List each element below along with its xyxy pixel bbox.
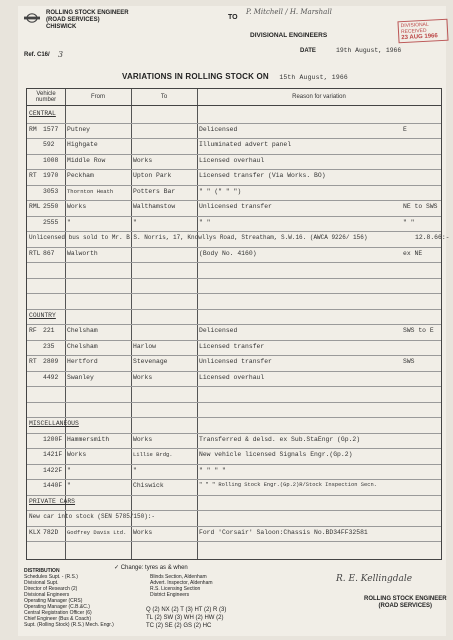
vehicle-number: 1200F <box>43 435 63 443</box>
table-row <box>27 340 441 353</box>
lt-roundel-logo <box>24 10 40 20</box>
table-row <box>27 169 441 182</box>
header-divider <box>27 105 441 106</box>
vehicle-number: 867 <box>43 249 55 257</box>
from-cell: " <box>67 466 71 474</box>
table-row <box>27 526 441 539</box>
date-value: 19th August, 1966 <box>336 47 402 54</box>
section-heading: COUNTRY <box>29 311 56 319</box>
col-to: To <box>160 94 168 100</box>
signatory-line-1: ROLLING STOCK ENGINEER <box>364 596 447 602</box>
vehicle-number: 1970 <box>43 172 59 179</box>
section-heading: MISCELLANEOUS <box>29 420 79 427</box>
from-cell: Chelsham <box>67 342 98 350</box>
from-cell: Thornton Heath <box>67 187 114 195</box>
pencil-check-icon: ✓ <box>114 565 120 571</box>
office-line: R.S. Licensing Section <box>150 586 201 592</box>
blank-row <box>27 402 441 415</box>
distribution-item: Operating Manager (CRS) <box>24 598 83 604</box>
to-cell: Works <box>133 373 153 381</box>
from-cell: Godfrey Davis Ltd. <box>67 528 127 536</box>
table-row <box>27 138 441 151</box>
ref-label: Ref. C16/ <box>24 52 50 58</box>
vehicle-number: 2809 <box>43 358 59 365</box>
table-row <box>27 371 441 384</box>
vehicle-prefix: RML <box>29 203 41 210</box>
blank-row <box>27 293 441 306</box>
from-cell: " <box>67 218 71 226</box>
distribution-title: DISTRIBUTION <box>24 568 60 574</box>
vehicle-number: 2555 <box>43 218 59 226</box>
vehicle-prefix: RM <box>29 125 37 133</box>
reason-cell: Licensed overhaul <box>199 373 265 381</box>
received-stamp <box>397 19 448 44</box>
to-cell: Lillie Brdg. <box>133 451 173 458</box>
table-row <box>27 324 441 337</box>
stamp-line-3: 23 AUG 1966 <box>401 33 438 42</box>
signature: R. E. Kellingdale <box>336 574 413 584</box>
from-cell: Swanley <box>67 373 94 381</box>
from-cell: Walworth <box>67 249 98 257</box>
from-cell: " <box>67 482 71 489</box>
date-label: DATE <box>300 48 316 54</box>
vehicle-number: 782D <box>43 528 59 536</box>
blank-row <box>27 386 441 399</box>
vehicle-prefix: RT <box>29 358 37 365</box>
reason-cell: Delicensed <box>199 327 238 334</box>
reason-cell: (Body No. 4160) <box>199 249 257 257</box>
note-text: New car into stock (SEN 5785/150):- <box>29 513 156 520</box>
vehicle-number: 1008 <box>43 156 59 164</box>
table-row <box>27 479 441 492</box>
stamp-line-2: RECEIVED <box>400 27 427 36</box>
table-row <box>27 464 441 477</box>
to-cell: " <box>133 466 137 474</box>
reason-cell: Licensed overhaul <box>199 156 265 164</box>
reason-cell: Unlicensed transfer <box>199 358 272 365</box>
table-row <box>27 247 441 260</box>
reason-cell: Licensed transfer (Via Works. BO) <box>199 172 326 179</box>
from-cell: Putney <box>67 125 91 133</box>
signatory-line-2: (ROAD SERVICES) <box>378 603 433 609</box>
distribution-item: Divisional Supt. <box>24 580 59 586</box>
vehicle-number: 1421F <box>43 451 63 458</box>
blank-row <box>27 278 441 291</box>
division-code: SWS to E <box>403 327 434 334</box>
division-code: E <box>403 125 407 133</box>
office-line: Blinds Section, Aldenham <box>150 574 207 580</box>
to-cell: Harlow <box>133 342 157 350</box>
division-code: " " <box>403 218 415 226</box>
district-codes <box>146 606 226 630</box>
to-cell: Works <box>133 528 153 536</box>
from-line-3: CHISWICK <box>46 24 77 30</box>
title-prefix: VARIATIONS IN ROLLING STOCK ON <box>122 72 269 81</box>
reason-cell: Ford 'Corsair' Saloon:Chassis No.BD34FF32581 <box>199 528 368 536</box>
vehicle-number: 1422F <box>43 466 63 474</box>
stamp-line-1: DIVISIONAL <box>400 21 429 30</box>
to-cell: Potters Bar <box>133 187 176 195</box>
distribution-item: Director of Research (2) <box>24 586 78 592</box>
col-vehicle-number: Vehicle number <box>35 91 57 103</box>
reason-cell: New vehicle licensed Signals Engr.(Gp.2) <box>199 451 353 458</box>
vehicle-number: 1577 <box>43 125 59 133</box>
col-from: From <box>91 94 105 100</box>
reason-cell: Unlicensed transfer <box>199 203 272 210</box>
division-code: SWS <box>403 358 415 365</box>
vehicle-number: 4492 <box>43 373 59 381</box>
distribution-item: Operating Manager (C.B.&C.) <box>24 604 90 610</box>
document-title <box>122 72 348 81</box>
ref-value: 3 <box>58 50 64 59</box>
distribution-item: Schedules Supt. - (R.S.) <box>24 574 78 580</box>
from-line-1: ROLLING STOCK ENGINEER <box>46 10 129 16</box>
reason-cell: " " <box>199 218 211 226</box>
office-line: Advert. Inspector, Aldenham <box>150 580 213 586</box>
district-code-line: TL (2) SW (3) WH (2) HW (2) <box>146 615 224 621</box>
note-right: 12.8.66:- <box>415 234 450 241</box>
section-heading-row <box>27 309 441 322</box>
distribution-item: Supt. (Rolling Stock) (R.S.) Mech. Engr.) <box>24 622 114 628</box>
table-row <box>27 510 441 523</box>
offices-block <box>150 574 213 598</box>
district-code-line: TC (2) SE (2) GS (2) HC <box>146 623 212 629</box>
signatory-title <box>364 596 447 610</box>
to-cell: Chiswick <box>133 482 164 489</box>
from-line-2: (ROAD SERVICES) <box>46 17 100 23</box>
table-row <box>27 185 441 198</box>
to-cell: Stevenage <box>133 358 168 365</box>
distribution-item: Central Registration Officer (6) <box>24 610 92 616</box>
office-line: District Engineers <box>150 592 190 598</box>
to-label: TO <box>228 14 238 21</box>
variations-table <box>26 88 450 560</box>
blank-row <box>27 262 441 275</box>
reason-cell: " " (" " ") <box>199 187 242 195</box>
vehicle-number: 2550 <box>43 203 59 210</box>
from-cell: Hammersmith <box>67 435 110 443</box>
table-row <box>27 448 441 461</box>
distribution-block <box>24 568 114 628</box>
table-row <box>27 200 441 213</box>
section-heading: PRIVATE CARS <box>29 497 76 505</box>
vehicle-number: 221 <box>43 327 55 334</box>
section-heading-row <box>27 107 441 120</box>
vehicle-number: 235 <box>43 342 55 350</box>
to-cell: Upton Park <box>133 172 172 179</box>
distribution-list <box>24 574 114 628</box>
reason-cell: " " " Rolling Stock Engr.(Gp.2)R/Stock Inspection Secn. <box>199 482 377 488</box>
division-code: ex NE <box>403 249 423 257</box>
handwritten-addressee: P. Mitchell / H. Marshall <box>246 8 332 16</box>
reason-cell: Delicensed <box>199 125 238 133</box>
table-row <box>27 123 441 136</box>
section-heading-row <box>27 417 441 430</box>
table-row <box>27 433 441 446</box>
change-note-text: Change: tyres as & when <box>120 565 188 571</box>
change-note <box>114 564 188 571</box>
to-value: DIVISIONAL ENGINEERS <box>250 32 328 39</box>
from-cell: Hertford <box>67 358 98 365</box>
reason-cell: Transferred & delsd. ex Sub.StaEngr (Gp.2) <box>199 435 361 443</box>
from-block <box>46 10 129 31</box>
from-cell: Peckham <box>67 172 94 179</box>
section-heading: CENTRAL <box>29 110 56 117</box>
from-cell: Highgate <box>67 141 98 148</box>
table-row <box>27 355 441 368</box>
to-cell: Works <box>133 156 153 164</box>
from-cell: Chelsham <box>67 327 98 334</box>
division-code: NE to SWS <box>403 203 438 210</box>
district-code-line: Q (2) NX (2) T (3) HT (2) R (3) <box>146 607 227 613</box>
reason-cell: Illuminated advert panel <box>199 141 292 148</box>
reason-cell: Licensed transfer <box>199 342 265 350</box>
note-text: Unlicensed bus sold to Mr. B.S. Norris, 17, Knowllys Road, Streatham, S.W.16. (AWCA 9226/ 156) <box>29 234 368 241</box>
table-row <box>27 154 441 167</box>
section-heading-row <box>27 495 441 508</box>
distribution-item: Divisional Engineers <box>24 592 70 598</box>
document-page <box>18 6 450 636</box>
col-reason: Reason for variation <box>292 94 346 100</box>
distribution-item: Chief Engineer (Bus & Coach) <box>24 616 91 622</box>
to-cell: Works <box>133 435 153 443</box>
row-rule <box>27 541 441 542</box>
vehicle-prefix: RF <box>29 327 37 334</box>
vehicle-number: 3053 <box>43 187 59 195</box>
vehicle-number: 1440F <box>43 482 63 489</box>
vehicle-number: 592 <box>43 141 55 148</box>
vehicle-prefix: RT <box>29 172 37 179</box>
from-cell: Works <box>67 203 87 210</box>
table-row <box>27 231 450 244</box>
reason-cell: " " " " <box>199 466 226 474</box>
to-cell: " <box>133 218 137 226</box>
to-cell: Walthamstow <box>133 203 176 210</box>
table-row <box>27 216 441 229</box>
from-cell: Works <box>67 451 87 458</box>
vehicle-prefix: KLX <box>29 528 41 536</box>
from-cell: Middle Row <box>67 156 106 164</box>
vehicle-prefix: RTL <box>29 249 41 257</box>
title-date: 15th August, 1966 <box>279 74 348 81</box>
